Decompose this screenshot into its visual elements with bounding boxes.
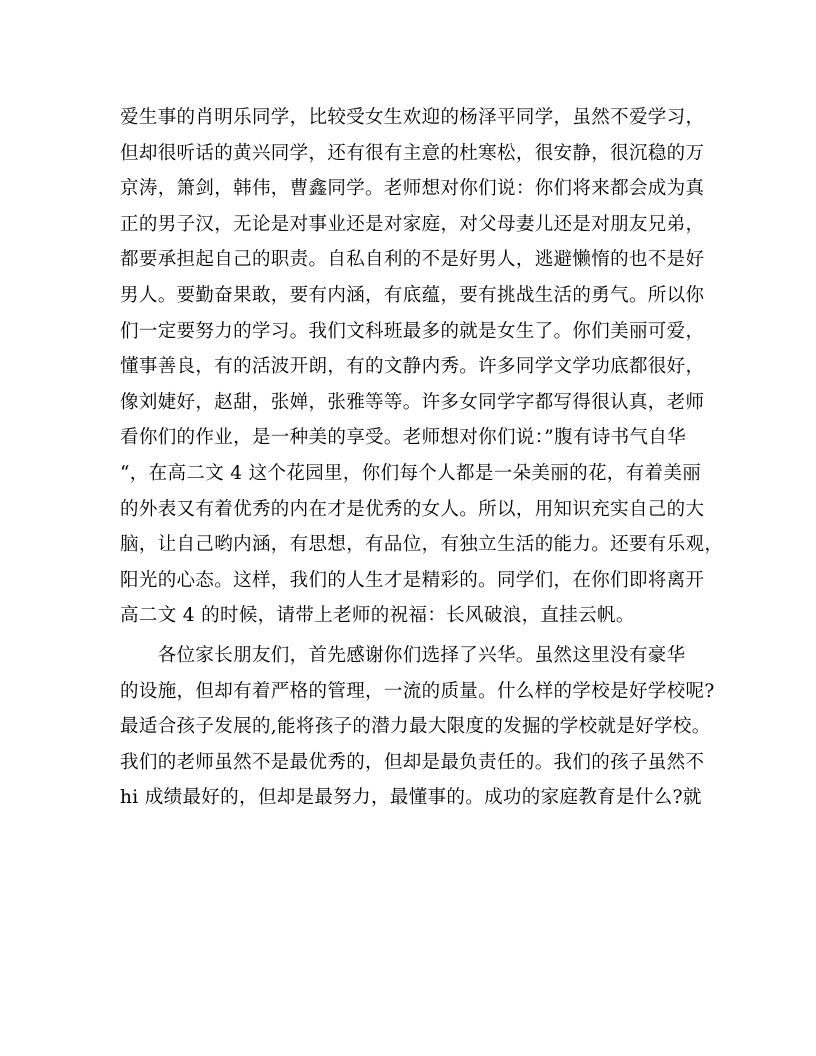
text-line: 阳光的心态。这样，我们的人生才是精彩的。同学们，在你们即将离开	[120, 569, 705, 591]
text-line: 的设施，但却有着严格的管理，一流的质量。什么样的学校是好学校呢?	[120, 680, 715, 702]
text-line: 爱生事的肖明乐同学，比较受女生欢迎的杨泽平同学，虽然不爱学习，	[120, 107, 705, 128]
text-line: 正的男子汉，无论是对事业还是对家庭，对父母妻儿还是对朋友兄弟，	[120, 213, 705, 235]
text-line: 男人。要勤奋果敢，要有内涵，有底蕴，要有挑战生活的勇气。所以你	[120, 284, 705, 306]
text-line: 都要承担起自己的职责。自私自利的不是好男人，逃避懒惰的也不是好	[120, 249, 705, 271]
text-line: 像刘婕好，赵甜，张婵，张雅等等。许多女同学字都写得很认真，老师	[120, 391, 705, 413]
text-line: hi 成绩最好的，但却是最努力，最懂事的。成功的家庭教育是什么?就	[120, 787, 702, 809]
text-line: 各位家长朋友们，首先感谢你们选择了兴华。虽然这里没有豪华	[120, 644, 686, 666]
text-line: 但却很听话的黄兴同学，还有很有主意的杜寒松，很安静，很沉稳的万	[120, 142, 705, 164]
paragraph-1	[120, 100, 724, 634]
text-line: 我们的老师虽然不是最优秀的，但却是最负责任的。我们的孩子虽然不	[120, 751, 705, 773]
paragraph-2	[120, 638, 715, 816]
text-line: “，在高二文 4 这个花园里，你们每个人都是一朵美丽的花，有着美丽	[120, 462, 702, 484]
text-line: 最适合孩子发展的,能将孩子的潜力最大限度的发掘的学校就是好学校。	[120, 716, 711, 738]
document-body	[120, 100, 724, 816]
text-line: 脑，让自己哟内涵，有思想，有品位，有独立生活的能力。还要有乐观，	[120, 534, 724, 556]
text-line: 高二文 4 的时候，请带上老师的祝福：长风破浪，直挂云帆。	[120, 605, 635, 627]
text-line: 们一定要努力的学习。我们文科班最多的就是女生了。你们美丽可爱，	[120, 320, 705, 342]
text-line: 京涛，箫剑，韩伟，曹鑫同学。老师想对你们说：你们将来都会成为真	[120, 178, 705, 200]
text-line: 的外表又有着优秀的内在才是优秀的女人。所以，用知识充实自己的大	[120, 498, 705, 520]
text-line: 看你们的作业，是一种美的享受。老师想对你们说：”腹有诗书气自华	[120, 427, 687, 449]
text-line: 懂事善良，有的活波开朗，有的文静内秀。许多同学文学功底都很好，	[120, 356, 705, 378]
